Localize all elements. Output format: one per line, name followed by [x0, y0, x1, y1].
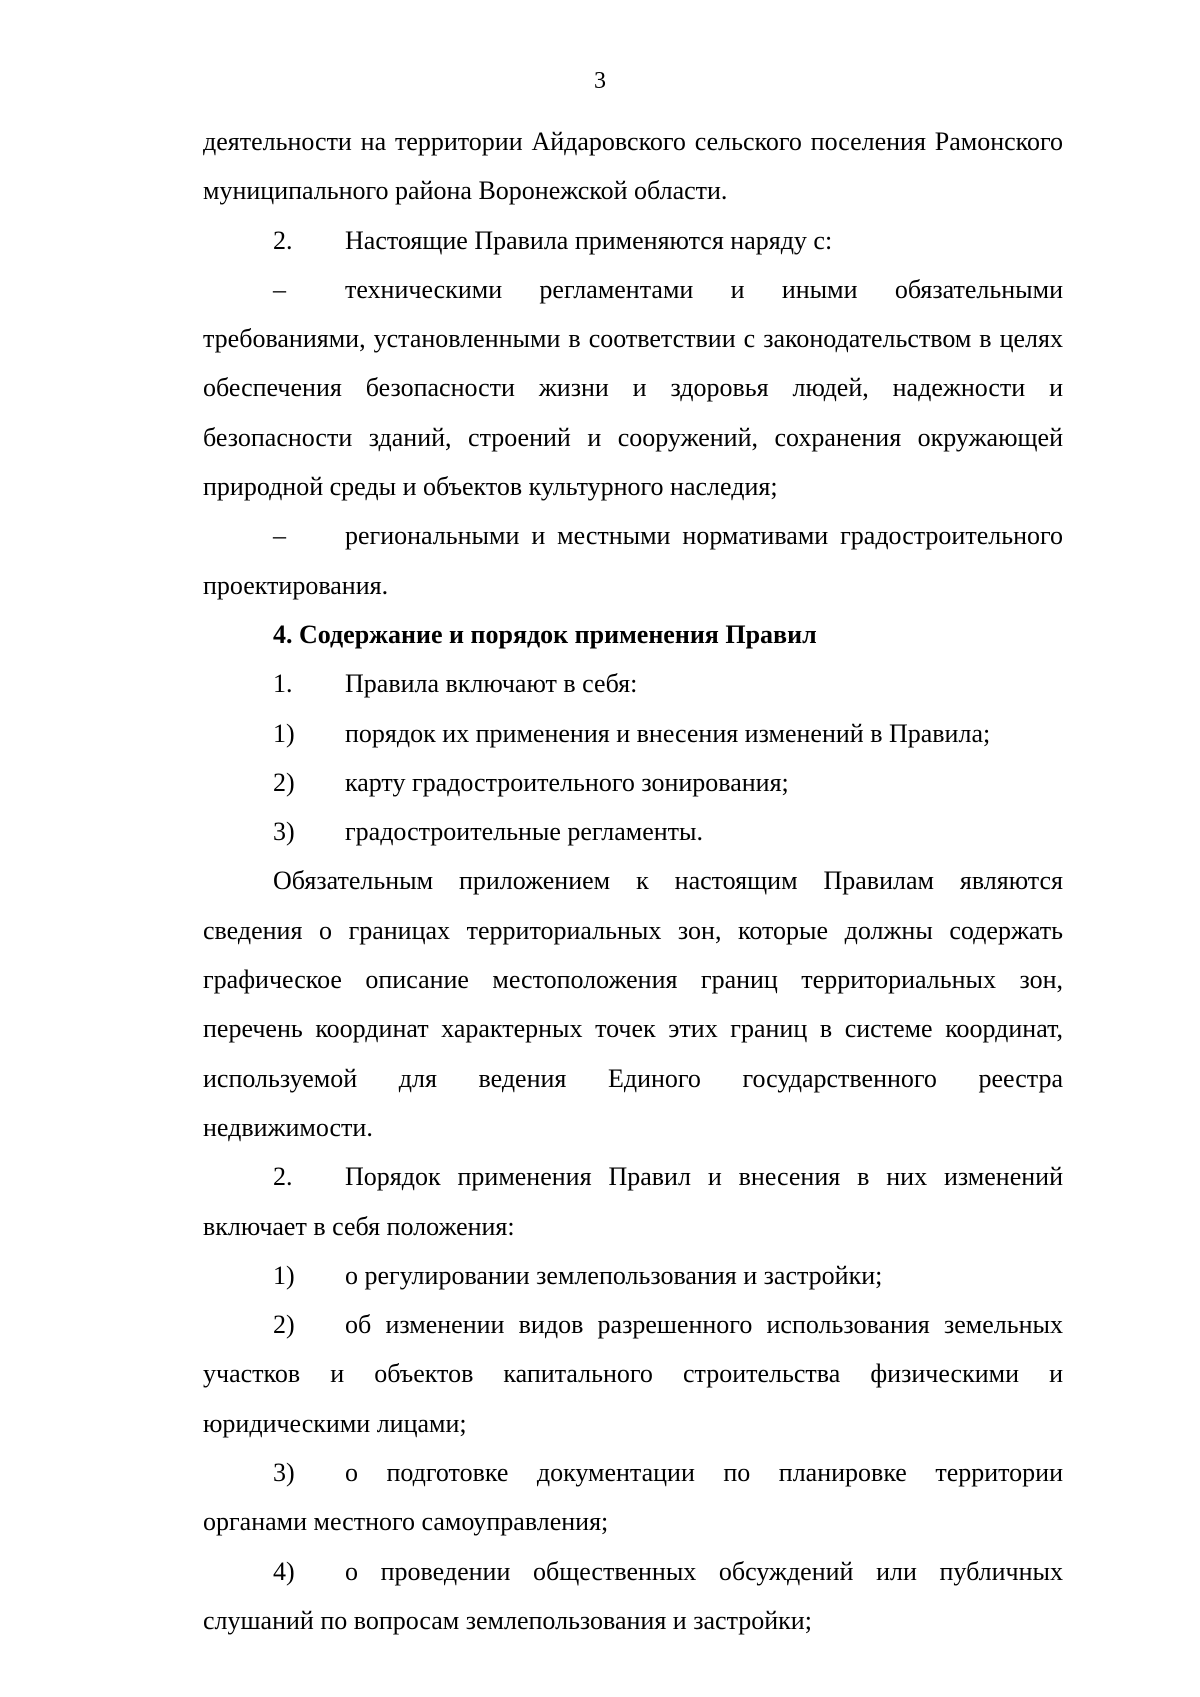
item-number: 4) — [273, 1556, 295, 1586]
list-item — [203, 1300, 1063, 1448]
page-number: 3 — [594, 68, 606, 94]
paragraph-text: о подготовке документации по планировке территории органами местного самоуправления; — [203, 1458, 1063, 1537]
item-number: 2) — [273, 767, 295, 797]
list-item — [203, 511, 1063, 610]
paragraph — [203, 117, 1063, 216]
item-number: 2) — [273, 1310, 295, 1340]
item-number: 1) — [273, 1260, 295, 1290]
paragraph-text: об изменении видов разрешенного использования земельных участков и объектов капитального строительства физическими и юридическими лицами; — [203, 1310, 1063, 1438]
list-item — [203, 807, 1063, 856]
document-body — [203, 117, 1063, 1645]
item-number: 1. — [273, 669, 293, 699]
item-number: 2. — [273, 225, 293, 255]
dash-marker: – — [273, 274, 286, 304]
list-item — [203, 265, 1063, 511]
item-number: 1) — [273, 718, 295, 748]
paragraph-text: порядок их применения и внесения изменений в Правила; — [345, 718, 991, 748]
paragraph-text: о проведении общественных обсуждений или публичных слушаний по вопросам землепользования и застройки; — [203, 1556, 1063, 1635]
paragraph — [203, 659, 1063, 708]
paragraph-text: Настоящие Правила применяются наряду с: — [345, 225, 833, 255]
item-number: 3) — [273, 1458, 295, 1488]
list-item — [203, 1448, 1063, 1547]
list-item — [203, 1547, 1063, 1646]
paragraph-text: техническими регламентами и иными обязательными требованиями, установленными в соответствии с законодательством в целях обеспечения безопасности жизни и здоровья людей, надежности и безопасности зданий, строений и сооружений, сохранения окружающей природной среды и объектов культурного наследия; — [203, 274, 1063, 502]
paragraph — [203, 1152, 1063, 1251]
paragraph-text: Правила включают в себя: — [345, 669, 638, 699]
paragraph-text: градостроительные регламенты. — [345, 817, 704, 847]
list-item — [203, 758, 1063, 807]
item-number: 3) — [273, 817, 295, 847]
dash-marker: – — [273, 521, 286, 551]
list-item — [203, 709, 1063, 758]
paragraph-text: региональными и местными нормативами градостроительного проектирования. — [203, 521, 1063, 600]
paragraph-text: карту градостроительного зонирования; — [345, 767, 789, 797]
paragraph — [203, 856, 1063, 1152]
paragraph-text: Обязательным приложением к настоящим Правилам являются сведения о границах территориальных зон, которые должны содержать графическое описание местоположения границ территориальных зон, перечень координат характерных точек этих границ в системе координат, используемой для ведения Единого государственного реестра недвижимости. — [203, 866, 1063, 1142]
section-heading: 4. Содержание и порядок применения Правил — [273, 619, 817, 649]
paragraph-text: Порядок применения Правил и внесения в них изменений включает в себя положения: — [203, 1162, 1063, 1241]
list-item — [203, 1251, 1063, 1300]
paragraph — [203, 216, 1063, 265]
paragraph-text: деятельности на территории Айдаровского сельского поселения Рамонского муниципального района Воронежской области. — [203, 127, 1063, 206]
item-number: 2. — [273, 1162, 293, 1192]
paragraph-text: о регулировании землепользования и застройки; — [345, 1260, 883, 1290]
